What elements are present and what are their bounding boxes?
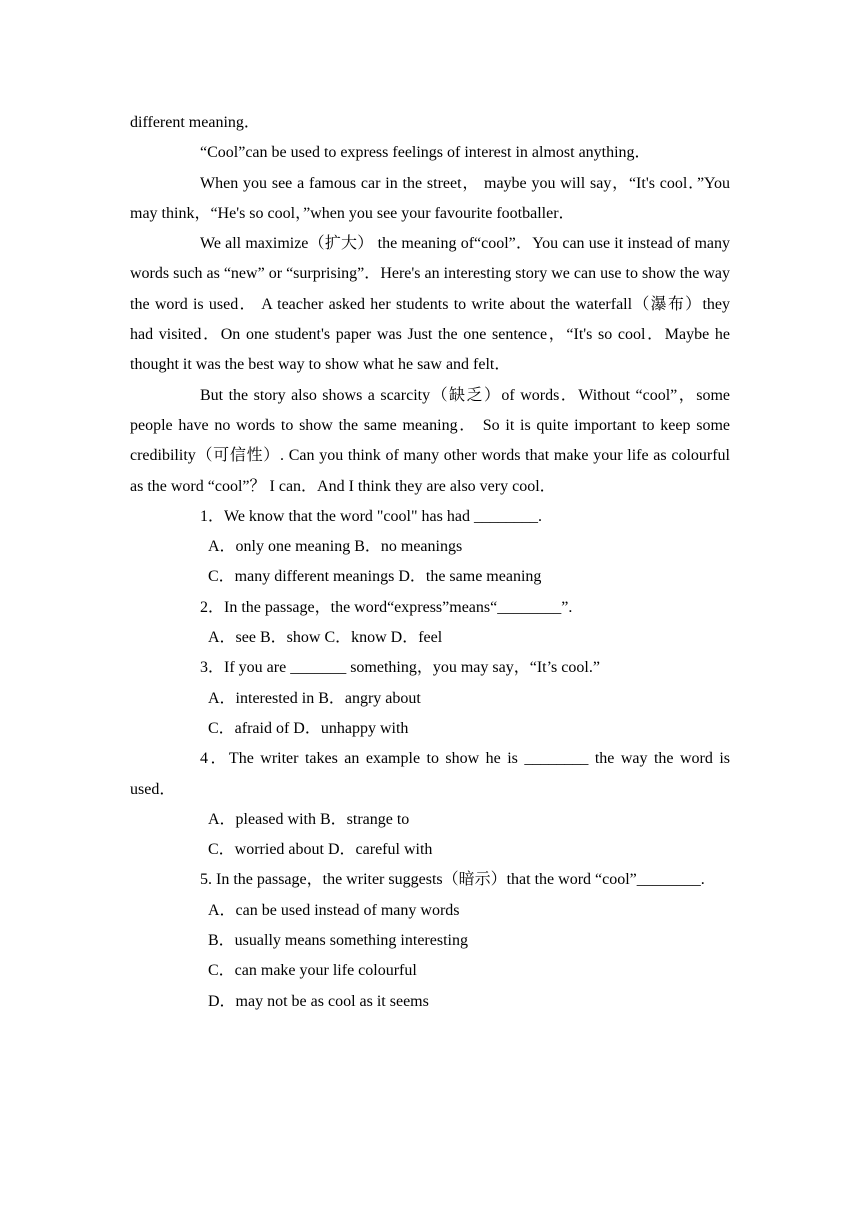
question-stem: 4．The writer takes an example to show he is ________ the way the word is used． — [130, 750, 730, 798]
question-stem: 1．We know that the word "cool" has had ________. — [200, 507, 542, 525]
answer-options: A．see B．show C．know D．feel — [208, 629, 443, 647]
question-stem: 5. In the passage，the writer suggests（暗示）that the word “cool”________. — [200, 871, 705, 889]
passage-paragraph: different meaning． — [130, 114, 260, 131]
passage-paragraph: But the story also shows a scarcity（缺乏）of words．Without “cool”，some people have no words to show the same meaning． So it is quite important to keep some credibility（可信性）. Can you think of many other words that make your life as colourful as the word “cool”？ I can．And I think they are also very cool． — [130, 386, 730, 495]
answer-option: D．may not be as cool as it seems — [208, 992, 429, 1010]
passage-paragraph: “Cool”can be used to express feelings of interest in almost anything． — [200, 144, 651, 162]
passage-paragraph: When you see a famous car in the street， maybe you will say，“It's cool．”You may think，“He's so cool，”when you see your favourite footballer． — [130, 174, 730, 222]
answer-options: C．worried about D．careful with — [208, 841, 433, 859]
answer-options: C．afraid of D．unhappy with — [208, 719, 409, 737]
answer-options: A．pleased with B．strange to — [208, 810, 410, 828]
answer-option: C．can make your life colourful — [208, 962, 417, 980]
answer-options: A．only one meaning B．no meanings — [208, 538, 463, 556]
question-stem: 2．In the passage，the word“express”means“________”. — [200, 598, 573, 616]
answer-options: A．interested in B．angry about — [208, 689, 421, 707]
question-stem: 3．If you are _______ something，you may say，“It’s cool.” — [200, 659, 600, 677]
document-page — [130, 108, 730, 1017]
answer-option: B．usually means something interesting — [208, 932, 468, 950]
answer-options: C．many different meanings D．the same meaning — [208, 568, 542, 586]
answer-option: A．can be used instead of many words — [208, 901, 460, 919]
passage-paragraph: We all maximize（扩大） the meaning of“cool”．You can use it instead of many words such as “new” or “surprising”．Here's an interesting story we can use to show the way the word is used． A teacher asked her students to write about the waterfall（瀑布）they had visited．On one student's paper was Just the one sentence，“It's so cool．Maybe he thought it was the best way to show what he saw and felt． — [130, 235, 730, 374]
